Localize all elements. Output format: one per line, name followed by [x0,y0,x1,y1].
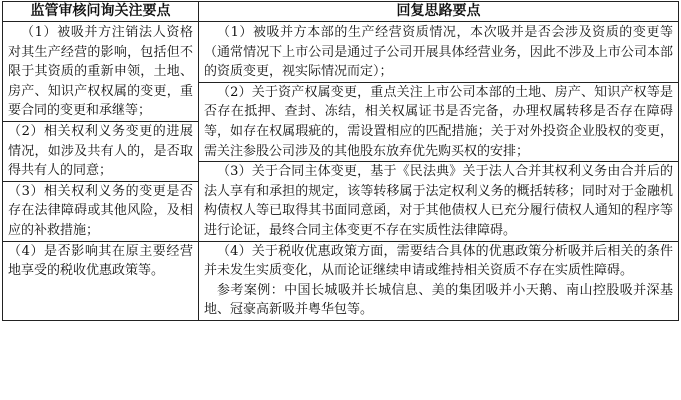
header-response-approach: 回复思路要点 [199,2,679,22]
focus-point-4: （4）是否影响其在原主要经营地享受的税收优惠政策等。 [8,243,193,279]
response-approach-cell [199,22,679,321]
focus-point-2: （2）相关权利义务变更的进展情况，如涉及共有人的，是否取得共有人的同意； [8,123,193,179]
response-point-3: （3）关于合同主体变更，基于《民法典》关于法人合并其权利义务由合并后的法人享有和承担的规定，该等转移属于法定权利义务的概括转移；同时对于金融机构债权人等已取得其书面同意函，对于其他债权人已充分履行债权人通知的程序等进行论证，最终合同主体变更不存在实质性法律障碍。 [204,164,673,238]
focus-point-3: （3）相关权利义务的变更是否存在法律障碍或其他风险，及相应的补救措施； [8,183,193,238]
response-point-4: （4）关于税收优惠政策方面，需要结合具体的优惠政策分析吸并后相关的条件并未发生实质变化，从而论证继续申请或维持相关资质不存在实质性障碍。 [204,243,673,279]
response-point-2: （2）关于资产权属变更，重点关注上市公司本部的土地、房产、知识产权等是否存在抵押、查封、冻结，相关权属证书是否完备，办理权属转移是否存在障碍等，如存在权属瑕疵的，需设置相应的匹配措施；关于对外投资企业股权的变更，需关注参股公司涉及的其他股东放弃优先购买权的安排； [204,84,673,159]
table-header-row [3,2,679,22]
table-body-row [3,22,679,321]
regulatory-focus-cell [3,22,199,321]
header-regulatory-focus: 监管审核问询关注要点 [3,2,199,22]
response-point-1: （1）被吸并方本部的生产经营资质情况，本次吸并是否会涉及资质的变更等（通常情况下上市公司是通过子公司开展具体经营业务，因此不涉及上市公司本部的资质变更，视实际情况而定）； [204,25,673,80]
reference-cases: 参考案例：中国长城吸并长城信息、美的集团吸并小天鹅、南山控股吸并深基地、冠豪高新吸并粤华包等。 [204,282,673,318]
review-points-table [2,1,679,321]
focus-point-1: （1）被吸并方注销法人资格对其生产经营的影响，包括但不限于其资质的重新申领，土地、房产、知识产权权属的变更，重要合同的变更和承继等； [8,25,193,119]
